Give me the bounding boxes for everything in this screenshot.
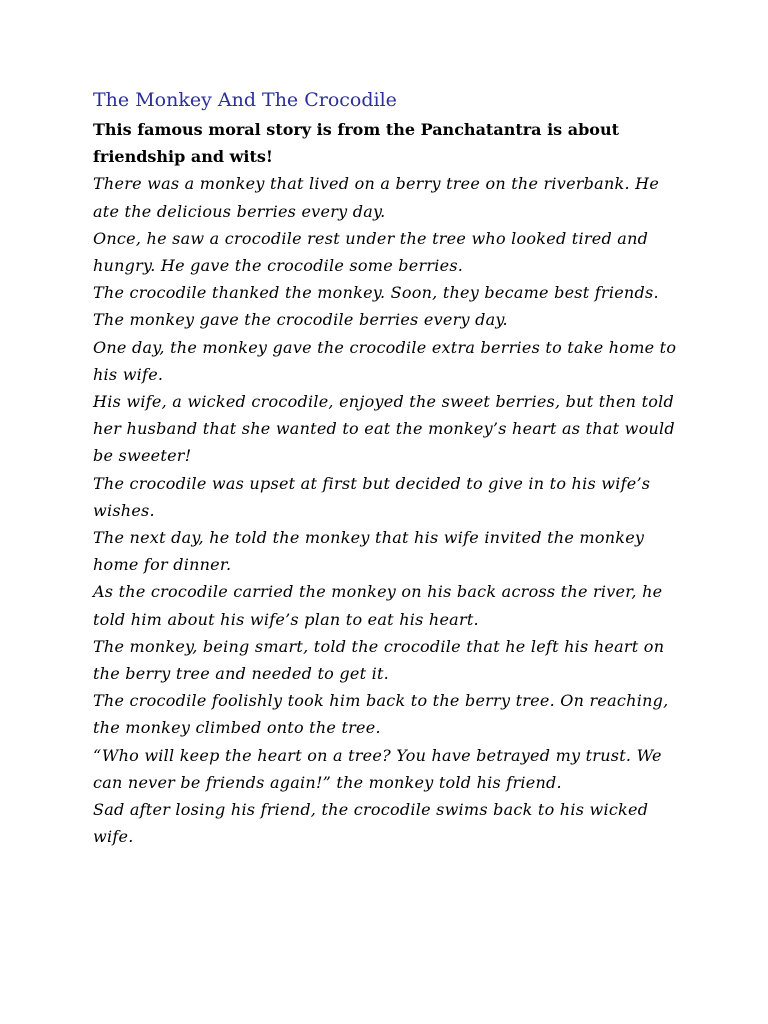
story-paragraph-1: There was a monkey that lived on a berry tree on the riverbank. He ate the delicious berries every day. <box>93 174 660 221</box>
story-paragraph-4: One day, the monkey gave the crocodile extra berries to take home to his wife. <box>93 337 677 384</box>
story-paragraph-9: The monkey, being smart, told the crocodile that he left his heart on the berry tree and needed to get it. <box>93 636 665 684</box>
story-paragraph-3: The crocodile thanked the monkey. Soon, they became best friends. The monkey gave the crocodile berries every day. <box>93 283 659 330</box>
story-paragraph-7: The next day, he told the monkey that his wife invited the monkey home for dinner. <box>93 528 645 575</box>
story-intro: This famous moral story is from the Panchatantra is about friendship and wits! <box>93 120 619 167</box>
story-paragraph-6: The crocodile was upset at first but decided to give in to his wife’s wishes. <box>93 473 651 520</box>
story-paragraph-8: As the crocodile carried the monkey on his back across the river, he told him about his wife’s plan to eat his heart. <box>93 582 663 629</box>
document-page <box>93 86 683 850</box>
story-paragraph-2: Once, he saw a crocodile rest under the tree who looked tired and hungry. He gave the crocodile some berries. <box>93 228 649 276</box>
story-paragraph-12: Sad after losing his friend, the crocodile swims back to his wicked wife. <box>93 800 649 847</box>
story-paragraph-11: “Who will keep the heart on a tree? You have betrayed my trust. We can never be friends again!” the monkey told his friend. <box>93 745 662 792</box>
story-title: The Monkey And The Crocodile <box>93 89 397 111</box>
story-paragraph-5: His wife, a wicked crocodile, enjoyed the sweet berries, but then told her husband that she wanted to eat the monkey’s heart as that would be sweeter! <box>93 392 675 466</box>
story-paragraph-10: The crocodile foolishly took him back to the berry tree. On reaching, the monkey climbed onto the tree. <box>93 691 669 738</box>
